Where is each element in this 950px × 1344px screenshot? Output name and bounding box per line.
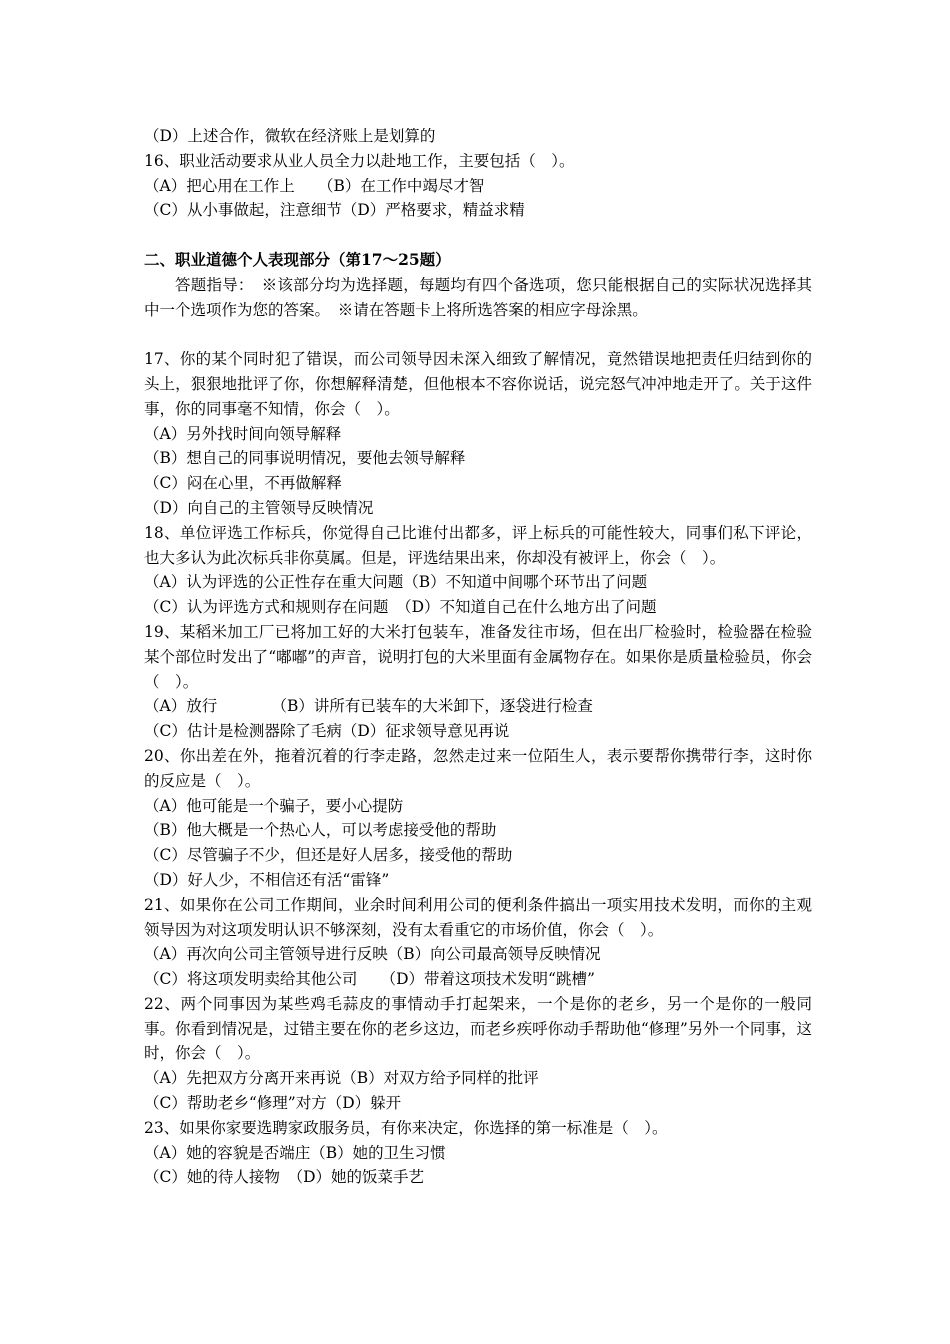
question-16: 16、职业活动要求从业人员全力以赴地工作，主要包括（ ）。 [144,151,575,170]
options-21-cd: （C）将这项发明卖给其他公司 （D）带着这项技术发明“跳槽” [144,970,595,989]
options-21-ab: （A）再次向公司主管领导进行反映（B）向公司最高领导反映情况 [144,945,601,964]
option-20-a: （A）他可能是一个骗子，要小心提防 [144,796,404,815]
option-17-b: （B）想自己的同事说明情况，要他去领导解释 [144,449,466,468]
spacer [144,322,812,347]
option-17-a: （A）另外找时间向领导解释 [144,424,342,443]
options-19-ab: （A）放行 （B）讲所有已装车的大米卸下，逐袋进行检查 [144,697,593,716]
question-17: 17、你的某个同时犯了错误，而公司领导因未深入细致了解情况，竟然错误地把责任归结到你的头上，狠狠地批评了你，你想解释清楚，但他根本不容你说话，说完怒气冲冲地走开了。关于这件事，你的同事毫不知情，你会（ ）。 [144,350,812,418]
option-17-d: （D）向自己的主管领导反映情况 [144,498,374,517]
options-23-ab: （A）她的容貌是否端庄（B）她的卫生习惯 [144,1143,446,1162]
options-23-cd: （C）她的待人接物 （D）她的饭菜手艺 [144,1168,425,1187]
options-18-ab: （A）认为评选的公正性存在重大问题（B）不知道中间哪个环节出了问题 [144,573,648,592]
option-20-b: （B）他大概是一个热心人，可以考虑接受他的帮助 [144,821,497,840]
answer-instructions: 答题指导： ※该部分均为选择题，每题均有四个备选项，您只能根据自己的实际状况选择其中一个选项作为您的答案。 ※请在答题卡上将所选答案的相应字母涂黑。 [144,275,812,319]
question-18: 18、单位评选工作标兵，你觉得自己比谁付出都多，评上标兵的可能性较大，同事们私下评论，也大多认为此次标兵非你莫属。但是，评选结果出来，你却没有被评上，你会（ ）。 [144,523,812,567]
section-heading: 二、职业道德个人表现部分（第17～25题） [144,249,451,269]
options-16-ab: （A）把心用在工作上 （B）在工作中竭尽才智 [144,176,485,195]
question-19: 19、某稻米加工厂已将加工好的大米打包装车，准备发往市场，但在出厂检验时，检验器在检验某个部位时发出了“嘟嘟”的声音，说明打包的大米里面有金属物存在。如果你是质量检验员，你会（ ）。 [144,622,812,691]
document-page [144,124,812,1190]
option-17-c: （C）闷在心里，不再做解释 [144,474,342,493]
question-23: 23、如果你家要选聘家政服务员，有你来决定，你选择的第一标准是（ ）。 [144,1118,668,1137]
options-18-cd: （C）认为评选方式和规则存在问题 （D）不知道自己在什么地方出了问题 [144,598,657,617]
question-20: 20、你出差在外，拖着沉着的行李走路，忽然走过来一位陌生人，表示要帮你携带行李，这时你的反应是（ ）。 [144,746,812,790]
option-20-c: （C）尽管骗子不少，但还是好人居多，接受他的帮助 [144,846,513,865]
question-22: 22、两个同事因为某些鸡毛蒜皮的事情动手打起架来，一个是你的老乡，另一个是你的一般同事。你看到情况是，过错主要在你的老乡这边，而老乡疾呼你动手帮助他“修理”另外一个同事，这时，你会（ ）。 [144,994,812,1063]
question-21: 21、如果你在公司工作期间，业余时间利用公司的便利条件搞出一项实用技术发明，而你的主观领导因为对这项发明认识不够深刻，没有太看重它的市场价值，你会（ ）。 [144,895,812,939]
option-20-d: （D）好人少，不相信还有活“雷锋” [144,870,390,889]
option-15-d: （D）上述合作，微软在经济账上是划算的 [144,127,436,145]
options-19-cd: （C）估计是检测器除了毛病（D）征求领导意见再说 [144,722,510,741]
options-22-ab: （A）先把双方分离开来再说（B）对双方给予同样的批评 [144,1069,539,1088]
spacer [144,223,812,248]
options-16-cd: （C）从小事做起，注意细节（D）严格要求，精益求精 [144,201,525,220]
options-22-cd: （C）帮助老乡“修理”对方（D）躲开 [144,1094,402,1113]
